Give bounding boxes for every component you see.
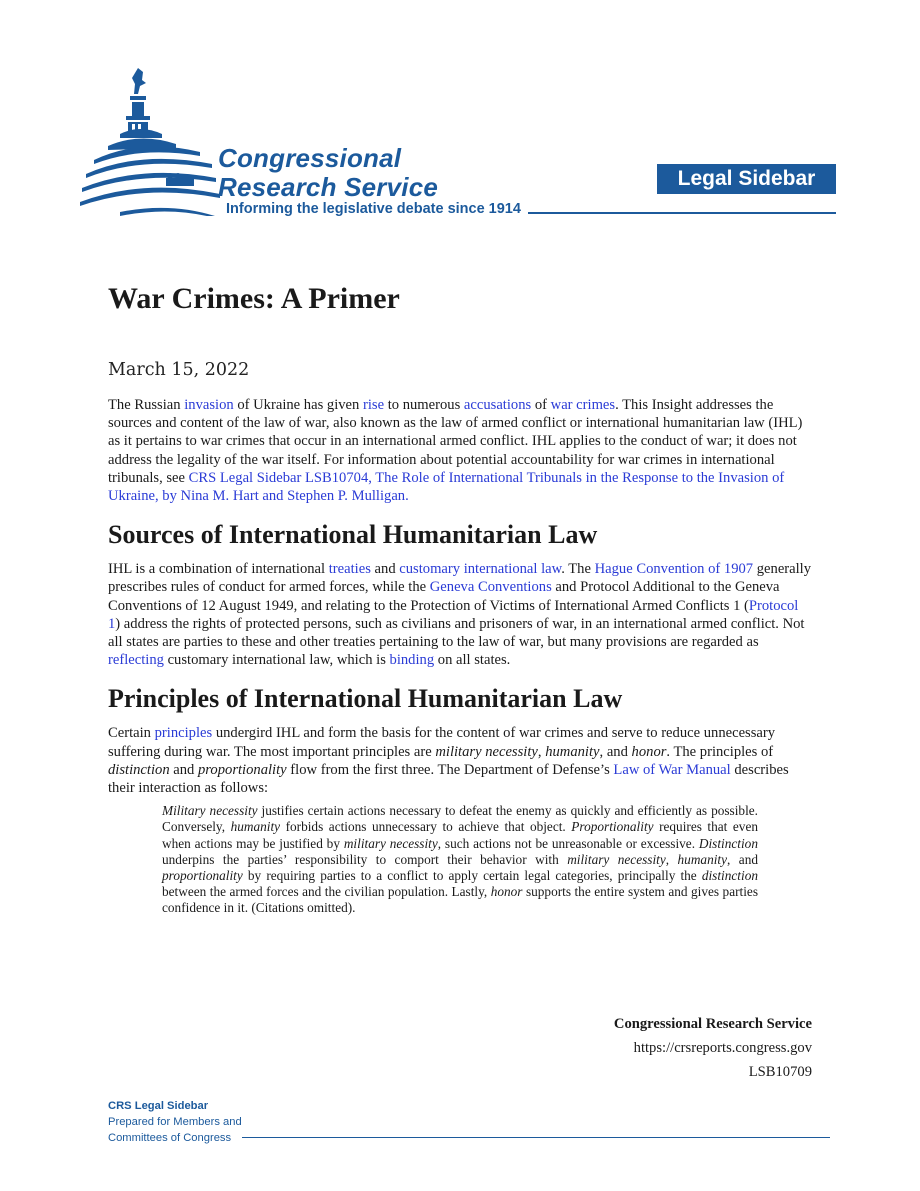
intro-paragraph: The Russian invasion of Ukraine has given rise to numerous accusations of war crimes. This Insight addresses the sources and content of the law of war, also known as the law of armed conflict or international humanitarian law (IHL) as it pertains to war crimes that occur in an international armed conflict. IHL applies to the conduct of war; it does not address the legality of the war itself. For information about potential accountability for war crimes in international tribunals, see CRS Legal Sidebar LSB10704, The Role of International Tribunals in the Response to the Invasion of Ukraine, by Nina M. Hart and Stephen P. Mulligan.	[108, 397, 803, 505]
principles-paragraph: Certain principles undergird IHL and form the basis for the content of war crimes and serve to reduce unnecessary suffering during war. The most important principles are military necessity, humanity, and honor. The principles of distinction and proportionality flow from the first three. The Department of Defense’s Law of War Manual describes their interaction as follows:	[108, 725, 789, 797]
link-treaties[interactable]: treaties	[328, 561, 371, 578]
link-reflecting[interactable]: reflecting	[108, 652, 164, 669]
logo-line-2: Research Service	[218, 172, 439, 202]
link-war-crimes[interactable]: war crimes	[550, 397, 616, 413]
logo-title	[218, 144, 438, 202]
link-accusations[interactable]: accusations	[463, 397, 532, 413]
link-rise[interactable]: rise	[362, 397, 385, 413]
footer-left-title: CRS Legal Sidebar	[108, 1100, 209, 1112]
link-principles[interactable]: principles	[154, 725, 213, 742]
link-invasion[interactable]: invasion	[184, 397, 234, 413]
header-rule	[528, 212, 836, 214]
heading-sources: Sources of International Humanitarian Law	[108, 520, 598, 550]
link-protocol-1[interactable]: Protocol 1	[108, 597, 799, 632]
capitol-dome-icon	[80, 66, 220, 216]
logo-tagline: Informing the legislative debate since 1914	[226, 201, 521, 217]
logo-line-1: Congressional	[218, 143, 402, 173]
link-customary-law[interactable]: customary international law	[399, 561, 562, 578]
crs-logo	[80, 66, 540, 222]
footer-org: Congressional Research Service	[613, 1016, 812, 1032]
page-title: War Crimes: A Primer	[108, 282, 400, 315]
publication-date: March 15, 2022	[108, 360, 250, 380]
link-geneva-conventions[interactable]: Geneva Conventions	[429, 579, 552, 596]
footer-left-block	[108, 1098, 242, 1146]
sources-paragraph: IHL is a combination of international treaties and customary international law. The Hague Convention of 1907 generally prescribes rules of conduct for armed forces, while the Geneva Conventions and Protocol Additional to the Geneva Conventions of 12 August 1949, and relating to the Protection of Victims of International Armed Conflicts 1 (Protocol 1) address the rights of protected persons, such as civilians and prisoners of war, in an international armed conflict. Not all states are parties to these and other treaties pertaining to the law of war, but many provisions are regarded as reflecting customary international law, which is binding on all states.	[108, 561, 812, 669]
footer-rule	[242, 1137, 830, 1138]
heading-principles: Principles of International Humanitarian Law	[108, 684, 623, 714]
footer-left-line-3: Committees of Congress	[108, 1132, 232, 1144]
legal-sidebar-badge: Legal Sidebar	[657, 164, 836, 194]
block-quote: Military necessity justifies certain actions necessary to defeat the enemy as quickly and efficiently as possible. Conversely, humanity forbids actions unnecessary to achieve that object. Proportionality requires that even when actions may be justified by military necessity, such actions not be unreasonable or excessive. Distinction underpins the parties’ responsibility to comport their behavior with military necessity, humanity, and proportionality by requiring parties to a conflict to apply certain legal categories, principally the distinction between the armed forces and the civilian population. Lastly, honor supports the entire system and gives parties confidence in it. (Citations omitted).	[162, 803, 758, 916]
footer-left-line-2: Prepared for Members and	[108, 1116, 242, 1128]
link-binding[interactable]: binding	[389, 652, 435, 669]
footer-report-code: LSB10709	[748, 1064, 812, 1080]
main-content	[108, 396, 813, 917]
footer-url[interactable]: https://crsreports.congress.gov	[633, 1040, 812, 1056]
link-law-of-war-manual[interactable]: Law of War Manual	[613, 761, 731, 778]
link-hague-convention[interactable]: Hague Convention of 1907	[594, 561, 754, 578]
footer-crs-info	[614, 1012, 812, 1084]
link-crs-legal-sidebar[interactable]: CRS Legal Sidebar LSB10704, The Role of International Tribunals in the Response to the Invasion of Ukraine, by Nina M. Hart and Stephen P. Mulligan.	[108, 469, 785, 505]
